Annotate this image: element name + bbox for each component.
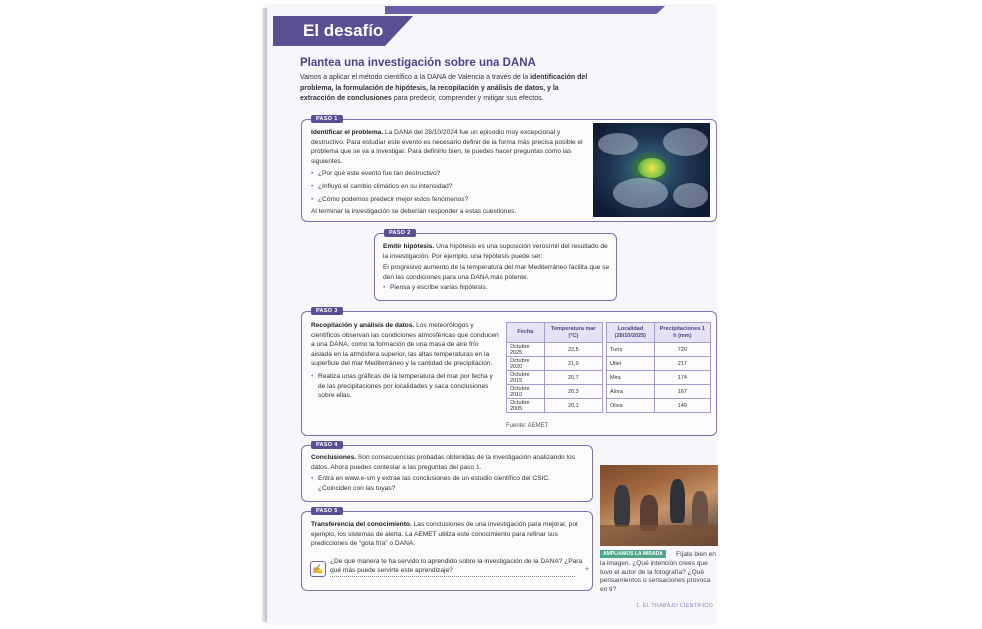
paso1-closing: Al terminar la investigación se deberían responder a estas cuestiones. [311,208,517,216]
page-heading: Plantea una investigación sobre una DANA [300,57,536,69]
paso5-text: Transferencia del conocimiento. Las conclusiones de una investigación para mejorar, por ejemplo, los sistemas de alerta. La AEMET utiliza este conocimiento para refinar sus predicciones de “gota fría” o DANA. [311,521,579,548]
table-row: Octubre 2010 20,3 [507,385,603,399]
paso1-bullet: • ¿Por qué este evento fue tan destructivo? [311,169,583,179]
table-header: Temperatura mar (°C) [544,323,602,343]
table-header: Fecha [507,323,545,343]
paso4-text: Conclusiones. Son consecuencias probadas obtenidas de la investigación analizando los datos. Ahora puedes contestar a las preguntas del paso 1. • Entra en www.e-sm y extrae las conclusiones de un estudio científico del CSIC. ¿Coinciden con las tuyas? [311,453,583,493]
ampliamos-text: Fíjate bien en la imagen. ¿Qué intención crees que tuvo el autor de la fotografía? ¿Qué pensamientos o sensaciones provoca en ti? [600,551,716,594]
paso4-bullet: • Entra en www.e-sm y extrae las conclusiones de un estudio científico del CSIC. ¿Coinciden con las tuyas? [311,474,583,493]
table-header: Precipitaciones 1 h (mm) [654,323,710,343]
paso1-text: Identificar el problema. La DANA del 28/10/2024 fue un episodio muy excepcional y destructivo. Para estudiar este evento es necesario definir de la forma más precisa posible el problema que se va a investigar. Para definirlo bien, te puedes hacer preguntas como las siguientes. • ¿Por qué este evento fue tan destructivo? • ¿Influyó el cambio climático en su intensidad? • ¿Cómo podemos predecir mejor estos fenómenos? Al terminar la investigación se deberían responder a estas cuestiones. [311,128,583,217]
section-title: El desafío [273,16,385,46]
reflection-question: ¿De qué manera te ha servido lo aprendido sobre la investigación de la DANA? ¿Para qué más puede servirte este aprendizaje? [330,558,583,574]
paso3-text: Recopilación y análisis de datos. Los meteorólogos y científicos observan las condiciones atmosféricas que conducen a una DANA, como la formación de una masa de aire frío aislada en la atmósfera superior, las altas temperaturas en la superficie del mar Mediterráneo y la cantidad de precipitación. • Realiza unas gráficas de la temperatura del mar por fecha y de las precipitaciones por localidades y saca conclusiones sobre ellas. [311,321,499,401]
table-row: Oliva 149 [607,399,711,413]
table-row: Álora 167 [607,385,711,399]
table-header: Localidad (28/10/2025) [607,323,655,343]
table-row: Turís 720 [607,343,711,357]
paso3-tag: PASO 3 [311,307,343,315]
paso5-tag: PASO 5 [311,507,343,515]
paso2-text: Emitir hipótesis. Una hipótesis es una suposición verosímil del resultado de la investigación. Por ejemplo, una hipótesis puede ser: El progresivo aumento de la temperatura del mar Mediterráneo facilita que se den las condiciones para una DANA más potente. • Piensa y escribe varias hipótesis. [383,242,611,293]
flood-cleanup-photo [600,465,718,546]
table-row: Utiel 217 [607,357,711,371]
paso1-bullet: • ¿Cómo podemos predecir mejor estos fenómenos? [311,195,583,205]
table-row: Octubre 2015 20,7 [507,371,603,385]
writing-hand-icon: ✍ [310,561,326,577]
paso2-example: El progresivo aumento de la temperatura del mar Mediterráneo facilita que se den las condiciones para una DANA más potente. [383,264,610,281]
paso2-bullet: • Piensa y escribe varias hipótesis. [383,283,611,293]
paso4-tag: PASO 4 [311,441,343,449]
paso3-bullet: • Realiza unas gráficas de la temperatura del mar por fecha y de las precipitaciones por localidades y saca conclusiones sobre ellas. [311,372,499,401]
answer-line[interactable] [330,576,575,577]
top-accent-bar [385,6,665,14]
precipitation-table [606,322,711,413]
table-row: Octubre 2025 22,5 [507,343,603,357]
ampliamos-tag: AMPLIAMOS LA MIRADA [600,550,666,558]
plus-icon: + [585,566,590,573]
page-footer: 1. EL TRABAJO CIENTÍFICO [636,603,713,609]
paso2-tag: PASO 2 [384,229,416,237]
paso1-tag: PASO 1 [311,115,343,123]
intro-paragraph: Vamos a aplicar el método científico a la DANA de Valencia a través de la identificación del problema, la formulación de hipótesis, la recopilación y análisis de datos, y la extracción de conclusiones para predecir, comprender y mitigar sus efectos. [300,74,588,102]
satellite-image [593,123,710,217]
paso1-bullet: • ¿Influyó el cambio climático en su intensidad? [311,182,583,192]
table-row: Octubre 2005 20,1 [507,399,603,413]
sea-temperature-table [506,322,603,413]
source-note: Fuente: AEMET [506,423,549,429]
table-row: Octubre 2020 21,0 [507,357,603,371]
table-row: Mira 174 [607,371,711,385]
